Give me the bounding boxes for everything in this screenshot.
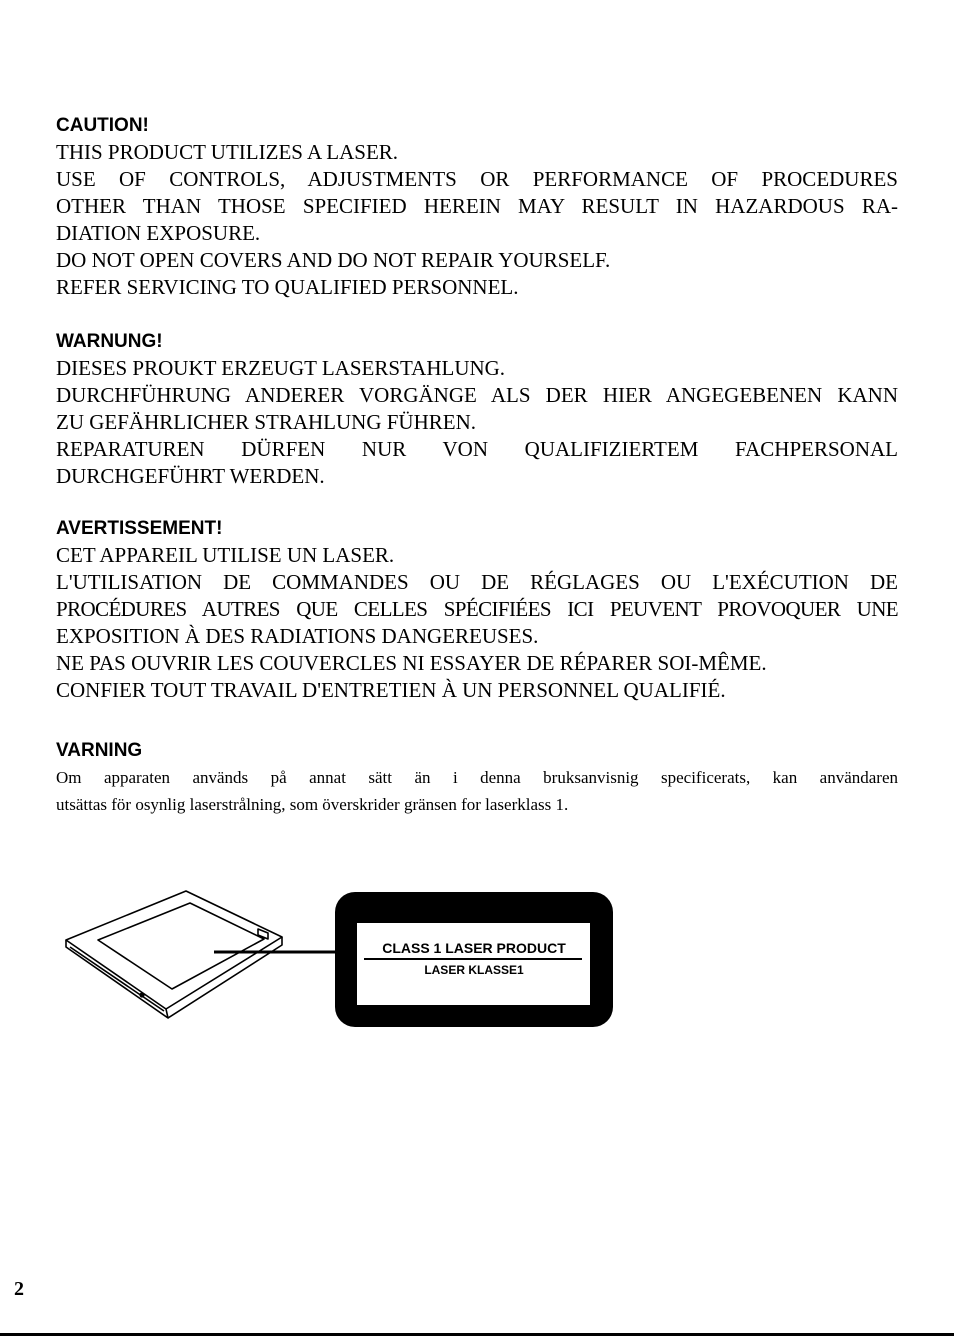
warnung-heading: WARNUNG!	[56, 331, 163, 352]
caution-line: DIATION EXPOSURE.	[56, 221, 261, 245]
avertissement-section	[56, 515, 898, 704]
bottom-rule	[0, 1333, 954, 1336]
avertissement-line: PROCÉDURES AUTRES QUE CELLES SPÉCIFIÉES ICI PEUVENT PROVOQUER UNE	[56, 597, 898, 621]
optical-drive-drawing	[66, 891, 282, 1018]
warnung-line: REPARATUREN DÜRFEN NUR VON QUALIFIZIERTEM FACHPERSONAL	[56, 437, 898, 461]
label-line-2: LASER KLASSE1	[424, 963, 524, 977]
warnung-line: DIESES PROUKT ERZEUGT LASERSTAHLUNG.	[56, 356, 506, 380]
caution-line: OTHER THAN THOSE SPECIFIED HEREIN MAY RESULT IN HAZARDOUS RA-	[56, 194, 898, 218]
avertissement-line: CONFIER TOUT TRAVAIL D'ENTRETIEN À UN PERSONNEL QUALIFIÉ.	[56, 678, 726, 702]
avertissement-line: EXPOSITION À DES RADIATIONS DANGEREUSES.	[56, 624, 539, 648]
avertissement-line: L'UTILISATION DE COMMANDES OU DE RÉGLAGES OU L'EXÉCUTION DE	[56, 570, 898, 594]
caution-line: USE OF CONTROLS, ADJUSTMENTS OR PERFORMANCE OF PROCEDURES	[56, 167, 898, 191]
page-number: 2	[14, 1278, 24, 1300]
warnung-section	[56, 328, 898, 490]
laser-label-illustration	[60, 885, 620, 1035]
warnung-line: DURCHGEFÜHRT WERDEN.	[56, 464, 325, 488]
varning-heading: VARNING	[56, 740, 143, 761]
warnung-line: DURCHFÜHRUNG ANDERER VORGÄNGE ALS DER HIER ANGEGEBENEN KANN	[56, 383, 898, 407]
label-line-1: CLASS 1 LASER PRODUCT	[382, 940, 566, 956]
warnung-line: ZU GEFÄHRLICHER STRAHLUNG FÜHREN.	[56, 410, 477, 434]
caution-heading: CAUTION!	[56, 115, 149, 136]
varning-line: utsättas för osynlig laserstrålning, som överskrider gränsen for laserklass 1.	[56, 795, 569, 814]
caution-section	[56, 112, 898, 301]
caution-line: THIS PRODUCT UTILIZES A LASER.	[56, 140, 399, 164]
varning-line: Om apparaten används på annat sätt än i denna bruksanvisnig specificerats, kan användaren	[56, 768, 898, 787]
avertissement-line: NE PAS OUVRIR LES COUVERCLES NI ESSAYER DE RÉPARER SOI-MÊME.	[56, 651, 767, 675]
varning-section	[56, 737, 898, 818]
avertissement-line: CET APPAREIL UTILISE UN LASER.	[56, 543, 395, 567]
avertissement-heading: AVERTISSEMENT!	[56, 518, 223, 539]
caution-line: REFER SERVICING TO QUALIFIED PERSONNEL.	[56, 275, 519, 299]
caution-line: DO NOT OPEN COVERS AND DO NOT REPAIR YOURSELF.	[56, 248, 611, 272]
